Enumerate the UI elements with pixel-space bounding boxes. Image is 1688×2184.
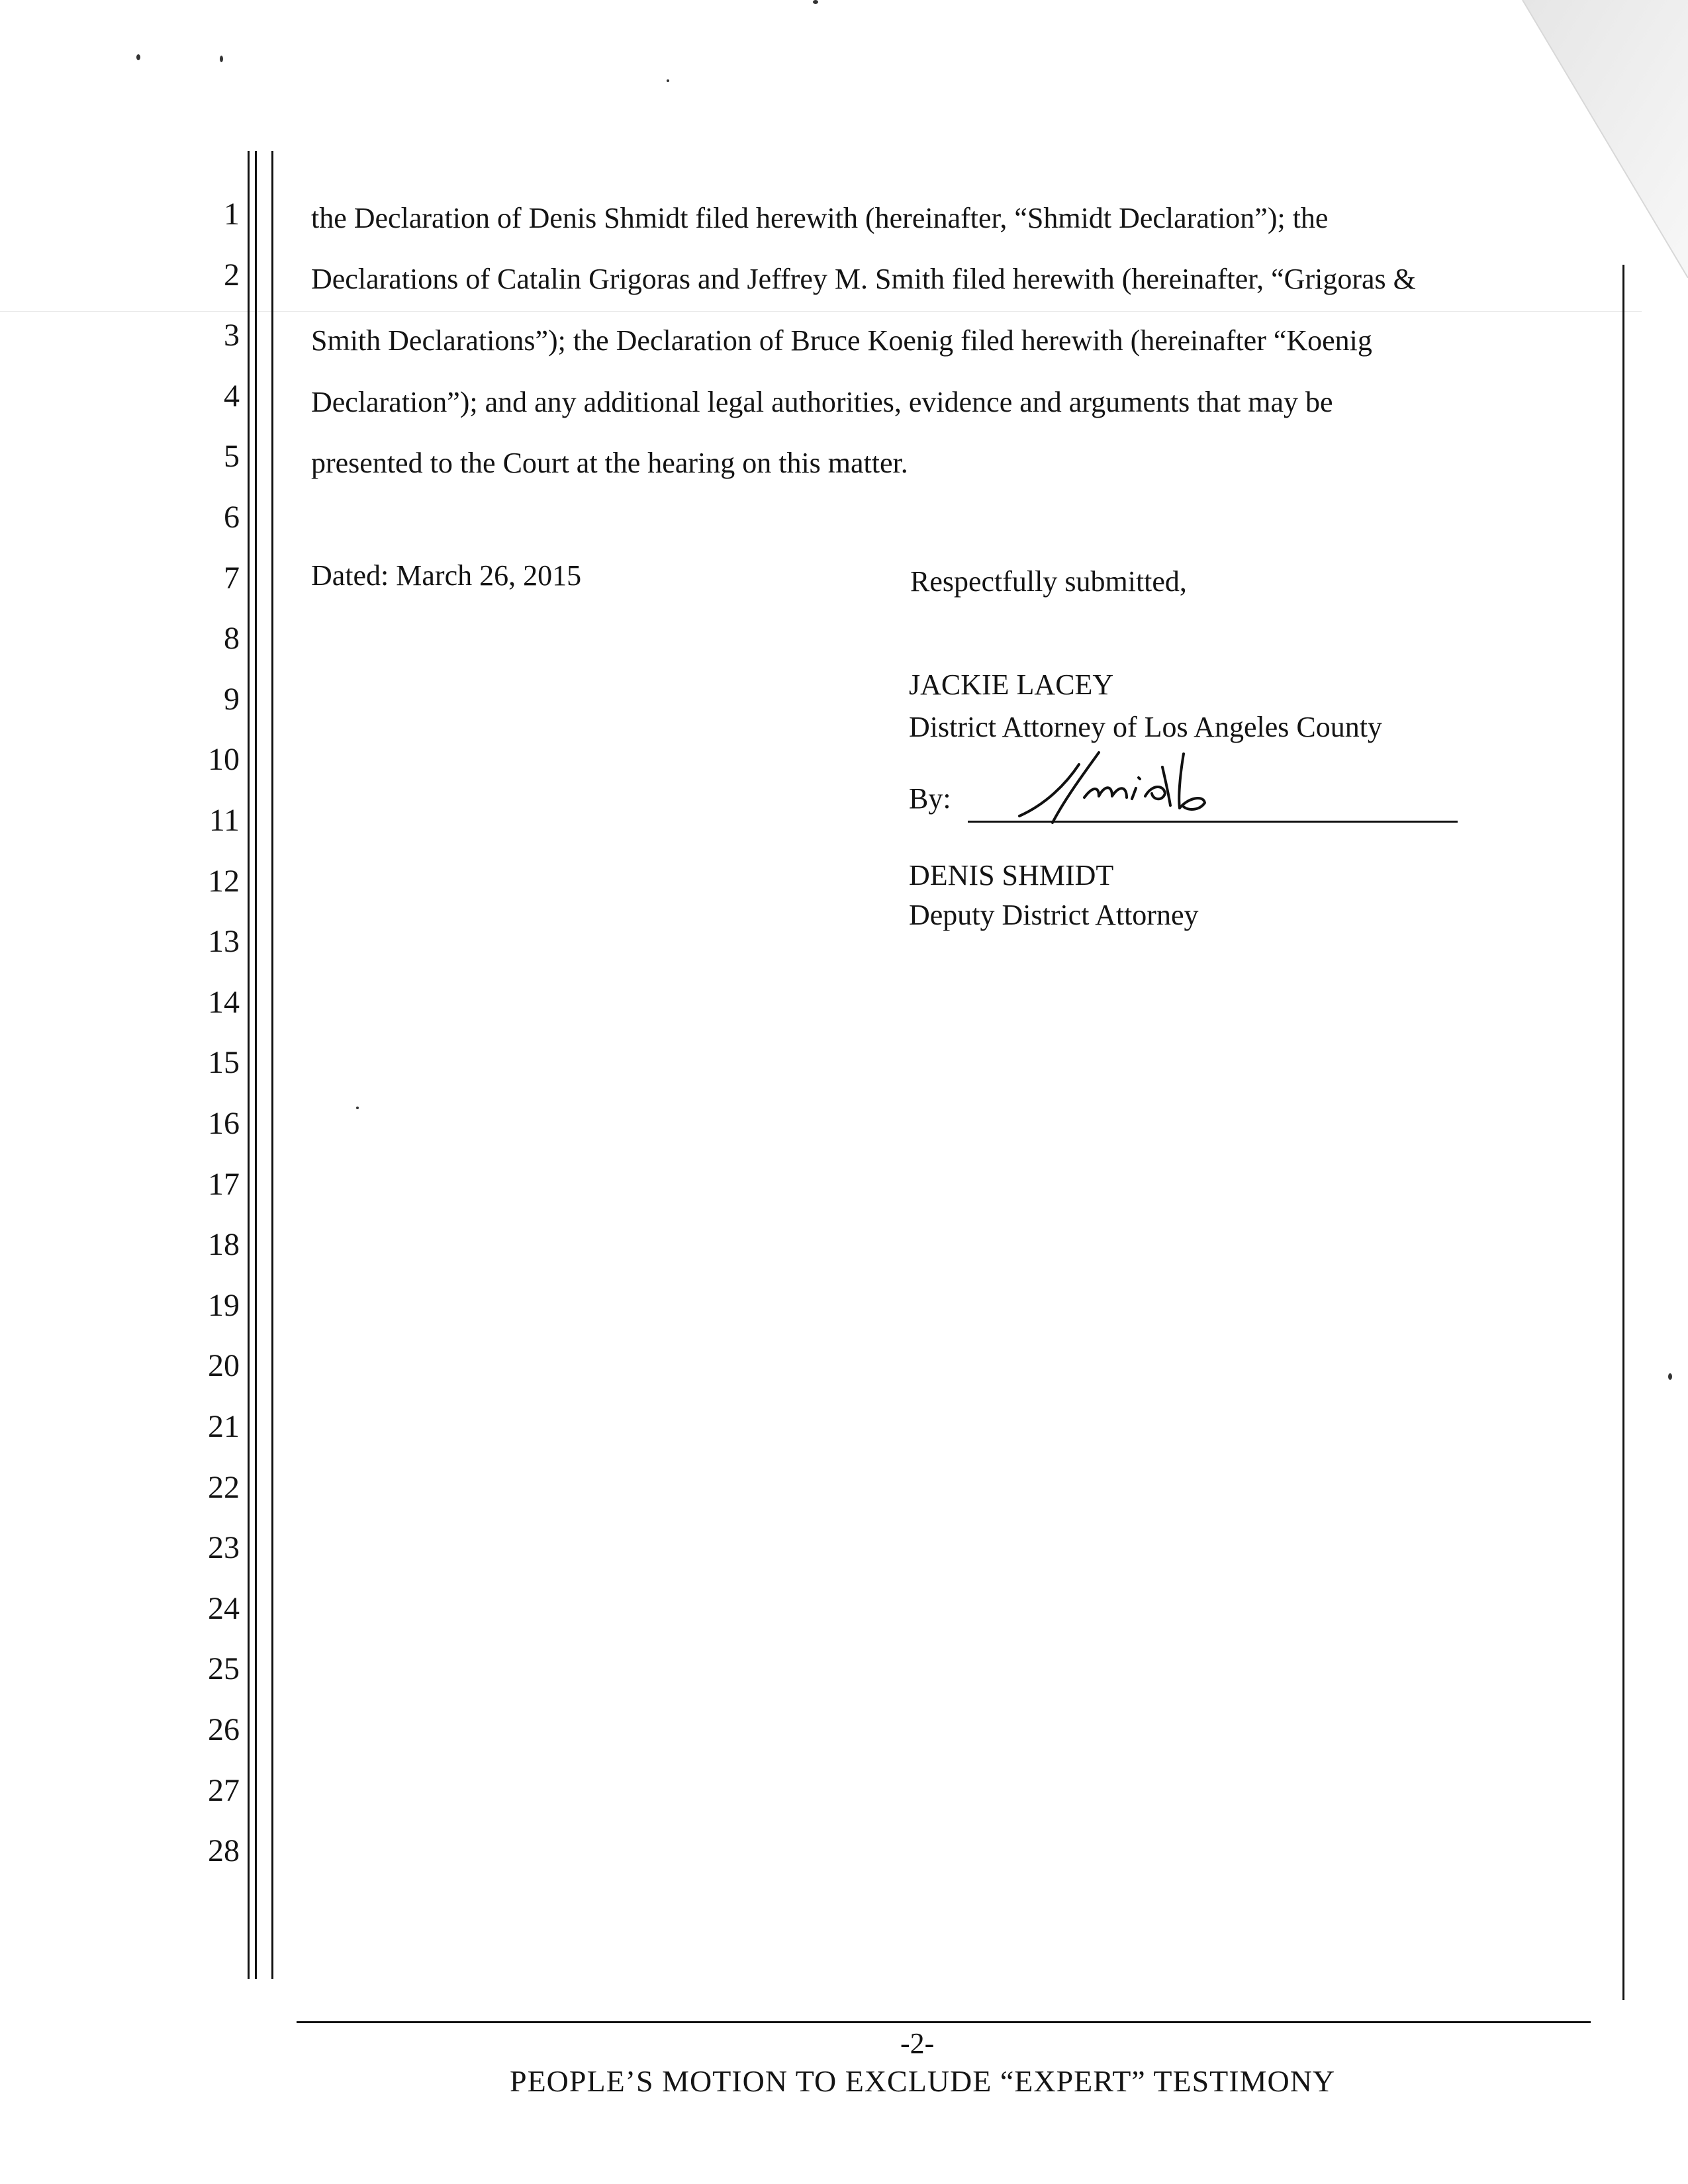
- left-margin-rule-text: [271, 151, 273, 1979]
- signer-title: Deputy District Attorney: [909, 899, 1199, 931]
- line-number: 25: [208, 1651, 240, 1687]
- line-number: 13: [208, 924, 240, 960]
- line-number: 16: [208, 1106, 240, 1141]
- scan-speck: [813, 0, 818, 4]
- footer-rule: [297, 2021, 1591, 2023]
- body-line-2: Declarations of Catalin Grigoras and Jeffrey M. Smith filed herewith (hereinafter, “Grigoras &: [311, 263, 1416, 295]
- line-number: 27: [208, 1772, 240, 1808]
- dated-line: Dated: March 26, 2015: [311, 559, 582, 592]
- line-number: 20: [208, 1348, 240, 1384]
- body-line-5: presented to the Court at the hearing on this matter.: [311, 447, 908, 479]
- scan-artifact-line: [0, 311, 1642, 312]
- scan-speck: [356, 1107, 359, 1109]
- body-line-1: the Declaration of Denis Shmidt filed herewith (hereinafter, “Shmidt Declaration”); the: [311, 202, 1329, 234]
- body-line-4: Declaration”); and any additional legal authorities, evidence and arguments that may be: [311, 386, 1333, 418]
- handwritten-signature: [1006, 745, 1244, 827]
- line-number: 15: [208, 1045, 240, 1081]
- line-number: 2: [224, 257, 240, 293]
- line-number: 28: [208, 1833, 240, 1869]
- line-number: 8: [224, 621, 240, 657]
- da-title: District Attorney of Los Angeles County: [909, 711, 1382, 743]
- line-number: 22: [208, 1469, 240, 1505]
- line-number: 6: [224, 500, 240, 535]
- da-name: JACKIE LACEY: [909, 668, 1114, 701]
- line-number: 24: [208, 1590, 240, 1626]
- scan-speck: [220, 56, 223, 62]
- scan-speck: [1668, 1373, 1672, 1380]
- line-number: 7: [224, 560, 240, 596]
- line-number: 23: [208, 1530, 240, 1566]
- line-number: 9: [224, 681, 240, 717]
- line-number: 3: [224, 318, 240, 353]
- right-margin-rule: [1622, 265, 1624, 2000]
- scan-speck: [667, 79, 669, 82]
- line-number: 1: [224, 197, 240, 232]
- scan-speck: [136, 54, 140, 60]
- body-line-3: Smith Declarations”); the Declaration of Bruce Koenig filed herewith (hereinafter “Koenig: [311, 324, 1372, 357]
- left-margin-rule-outer: [248, 151, 250, 1979]
- closing-line: Respectfully submitted,: [910, 565, 1187, 598]
- line-number: 19: [208, 1287, 240, 1323]
- line-number: 26: [208, 1712, 240, 1747]
- page-number: -2-: [900, 2027, 935, 2060]
- line-number: 17: [208, 1166, 240, 1202]
- line-number: 5: [224, 439, 240, 475]
- line-number: 4: [224, 378, 240, 414]
- line-number: 18: [208, 1227, 240, 1263]
- scan-corner-shadow: [1436, 0, 1688, 278]
- signer-name: DENIS SHMIDT: [909, 859, 1114, 891]
- by-label: By:: [909, 782, 951, 815]
- line-number: 10: [208, 742, 240, 778]
- document-title-footer: PEOPLE’S MOTION TO EXCLUDE “EXPERT” TESTIMONY: [510, 2064, 1336, 2098]
- line-number: 14: [208, 984, 240, 1020]
- line-number: 11: [209, 803, 240, 838]
- line-number: 21: [208, 1409, 240, 1444]
- line-number: 12: [208, 863, 240, 899]
- left-margin-rule-inner: [255, 151, 257, 1979]
